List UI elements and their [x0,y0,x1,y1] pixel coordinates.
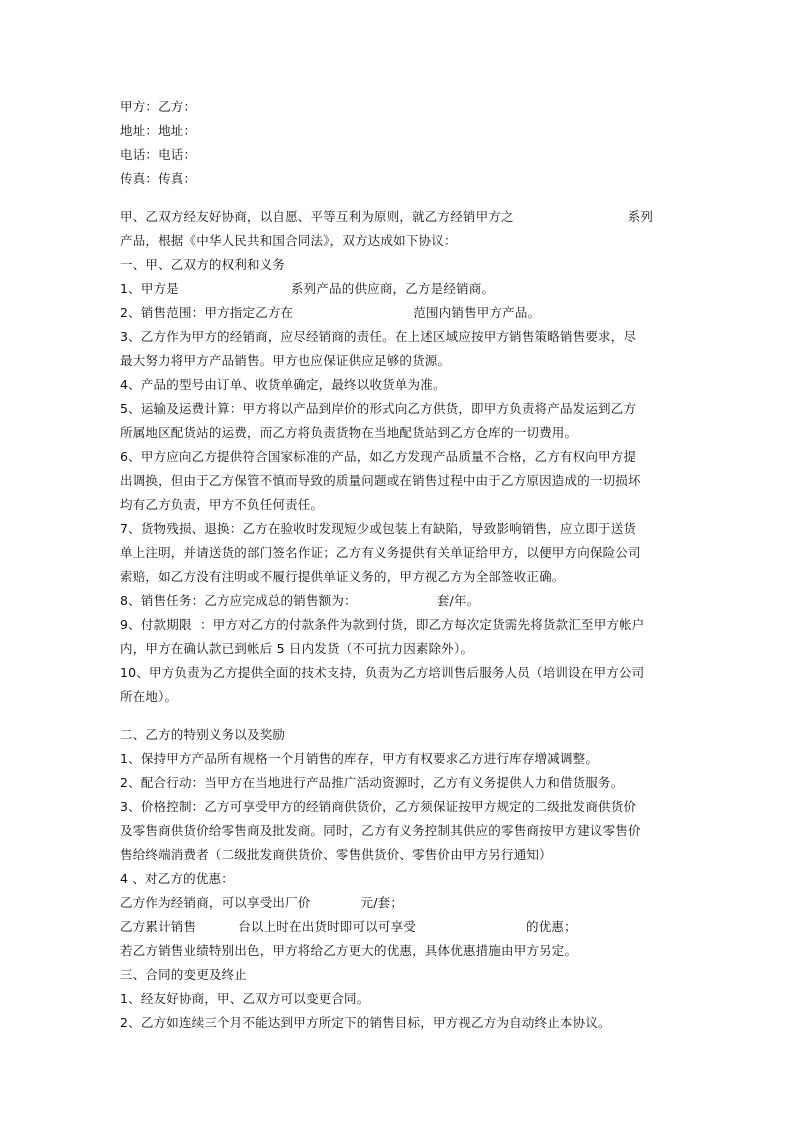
clause-1-4: 4、产品的型号由订单、收货单确定，最终以收货单为准。 [120,377,446,392]
clause-1-5-line-1: 5、运输及运费计算：甲方将以产品到岸价的形式向乙方供货，即甲方负责将产品发运到乙方 [120,401,637,416]
section3-title: 三、合同的变更及终止 [120,967,248,982]
clause-1-9-line-1: 9、付款期限 ：甲方对乙方的付款条件为款到付货，即乙方每次定货需先将货款汇至甲方帐户 [120,617,645,632]
clause-3-2: 2、乙方如连续三个月不能达到甲方所定下的销售目标，甲方视乙方为自动终止本协议。 [120,1015,611,1030]
intro-text-b: 系列 [627,209,654,224]
discount-line-1: 乙方作为经销商，可以享受出厂价 元/套； [120,895,404,910]
clause-1-3-line-2: 最大努力将甲方产品销售。甲方也应保证供应足够的货源。 [120,353,451,368]
clause-1-3-line-1: 3、乙方作为甲方的经销商，应尽经销商的责任。在上述区域应按甲方销售策略销售要求，尽 [120,329,637,344]
clause-1-6-line-1: 6、甲方应向乙方提供符合国家标准的产品，如乙方发现产品质量不合格，乙方有权向甲方提 [120,449,637,464]
parties-names: 甲方：乙方： [120,99,197,114]
clause-1-10-line-1: 10、甲方负责为乙方提供全面的技术支持，负责为乙方培训售后服务人员（培训设在甲方公司 [120,665,645,680]
clause-1-8: 8、销售任务：乙方应完成总的销售额为： 套/年。 [120,593,480,608]
clause-2-1: 1、保持甲方产品所有规格一个月销售的库存，甲方有权要求乙方进行库存增减调整。 [120,751,599,766]
parties-address: 地址：地址： [120,123,197,138]
clause-2-4: 4 、对乙方的优惠： [120,871,234,886]
clause-2-3-line-3: 售给终端消费者（二级批发商供货价、零售供货价、零售价由甲方另行通知） [120,847,552,862]
clause-1-10-line-2: 所在地）。 [120,689,178,704]
clause-1-2: 2、销售范围：甲方指定乙方在 范围内销售甲方产品。 [120,305,541,320]
clause-1-7-line-1: 7、货物残损、退换：乙方在验收时发现短少或包装上有缺陷，导致影响销售，应立即于送货 [120,521,637,536]
clause-2-3-line-2: 及零售商供货价给零售商及批发商。同时，乙方有义务控制其供应的零售商按甲方建议零售价 [120,823,641,838]
clause-1-6-line-3: 均有乙方负责，甲方不负任何责任。 [120,497,324,512]
intro-line-2: 产品，根据《中华人民共和国合同法》，双方达成如下协议： [120,233,457,248]
clause-1-9-line-2: 内，甲方在确认款已到帐后 5 日内发货（不可抗力因素除外）。 [120,641,474,656]
discount-line-3: 若乙方销售业绩特别出色，甲方将给乙方更大的优惠，具体优惠措施由甲方另定。 [120,943,578,958]
section2-title: 二、乙方的特别义务以及奖励 [120,727,286,742]
intro-line-1 [120,209,653,225]
clause-1-5-line-2: 所属地区配货站的运费，而乙方将负责货物在当地配货站到乙方仓库的一切费用。 [120,425,578,440]
parties-fax: 传真：传真： [120,171,197,186]
clause-1-1: 1、甲方是 系列产品的供应商，乙方是经销商。 [120,281,495,296]
clause-2-3-line-1: 3、价格控制：乙方可享受甲方的经销商供货价，乙方须保证按甲方规定的二级批发商供货价 [120,799,637,814]
clause-2-2: 2、配合行动：当甲方在当地进行产品推广活动资源时，乙方有义务提供人力和借货服务。 [120,775,624,790]
clause-1-7-line-2: 单上注明，并请送货的部门签名作证；乙方有义务提供有关单证给甲方，以便甲方向保险公司 [120,545,641,560]
clause-1-7-line-3: 索赔，如乙方没有注明或不履行提供单证义务的，甲方视乙方为全部签收正确。 [120,569,565,584]
discount-line-2: 乙方累计销售 台以上时在出货时即可以可享受 的优惠； [120,919,577,934]
clause-1-6-line-2: 出调换，但由于乙方保管不慎而导致的质量问题或在销售过程中由于乙方原因造成的一切损坏 [120,473,641,488]
parties-phone: 电话：电话： [120,147,197,162]
section1-title: 一、甲、乙双方的权利和义务 [120,257,286,272]
clause-3-1: 1、经友好协商，甲、乙双方可以变更合同。 [120,991,370,1006]
intro-text-a: 甲、乙双方经友好协商，以自愿、平等互利为原则，就乙方经销甲方之 [120,209,514,224]
